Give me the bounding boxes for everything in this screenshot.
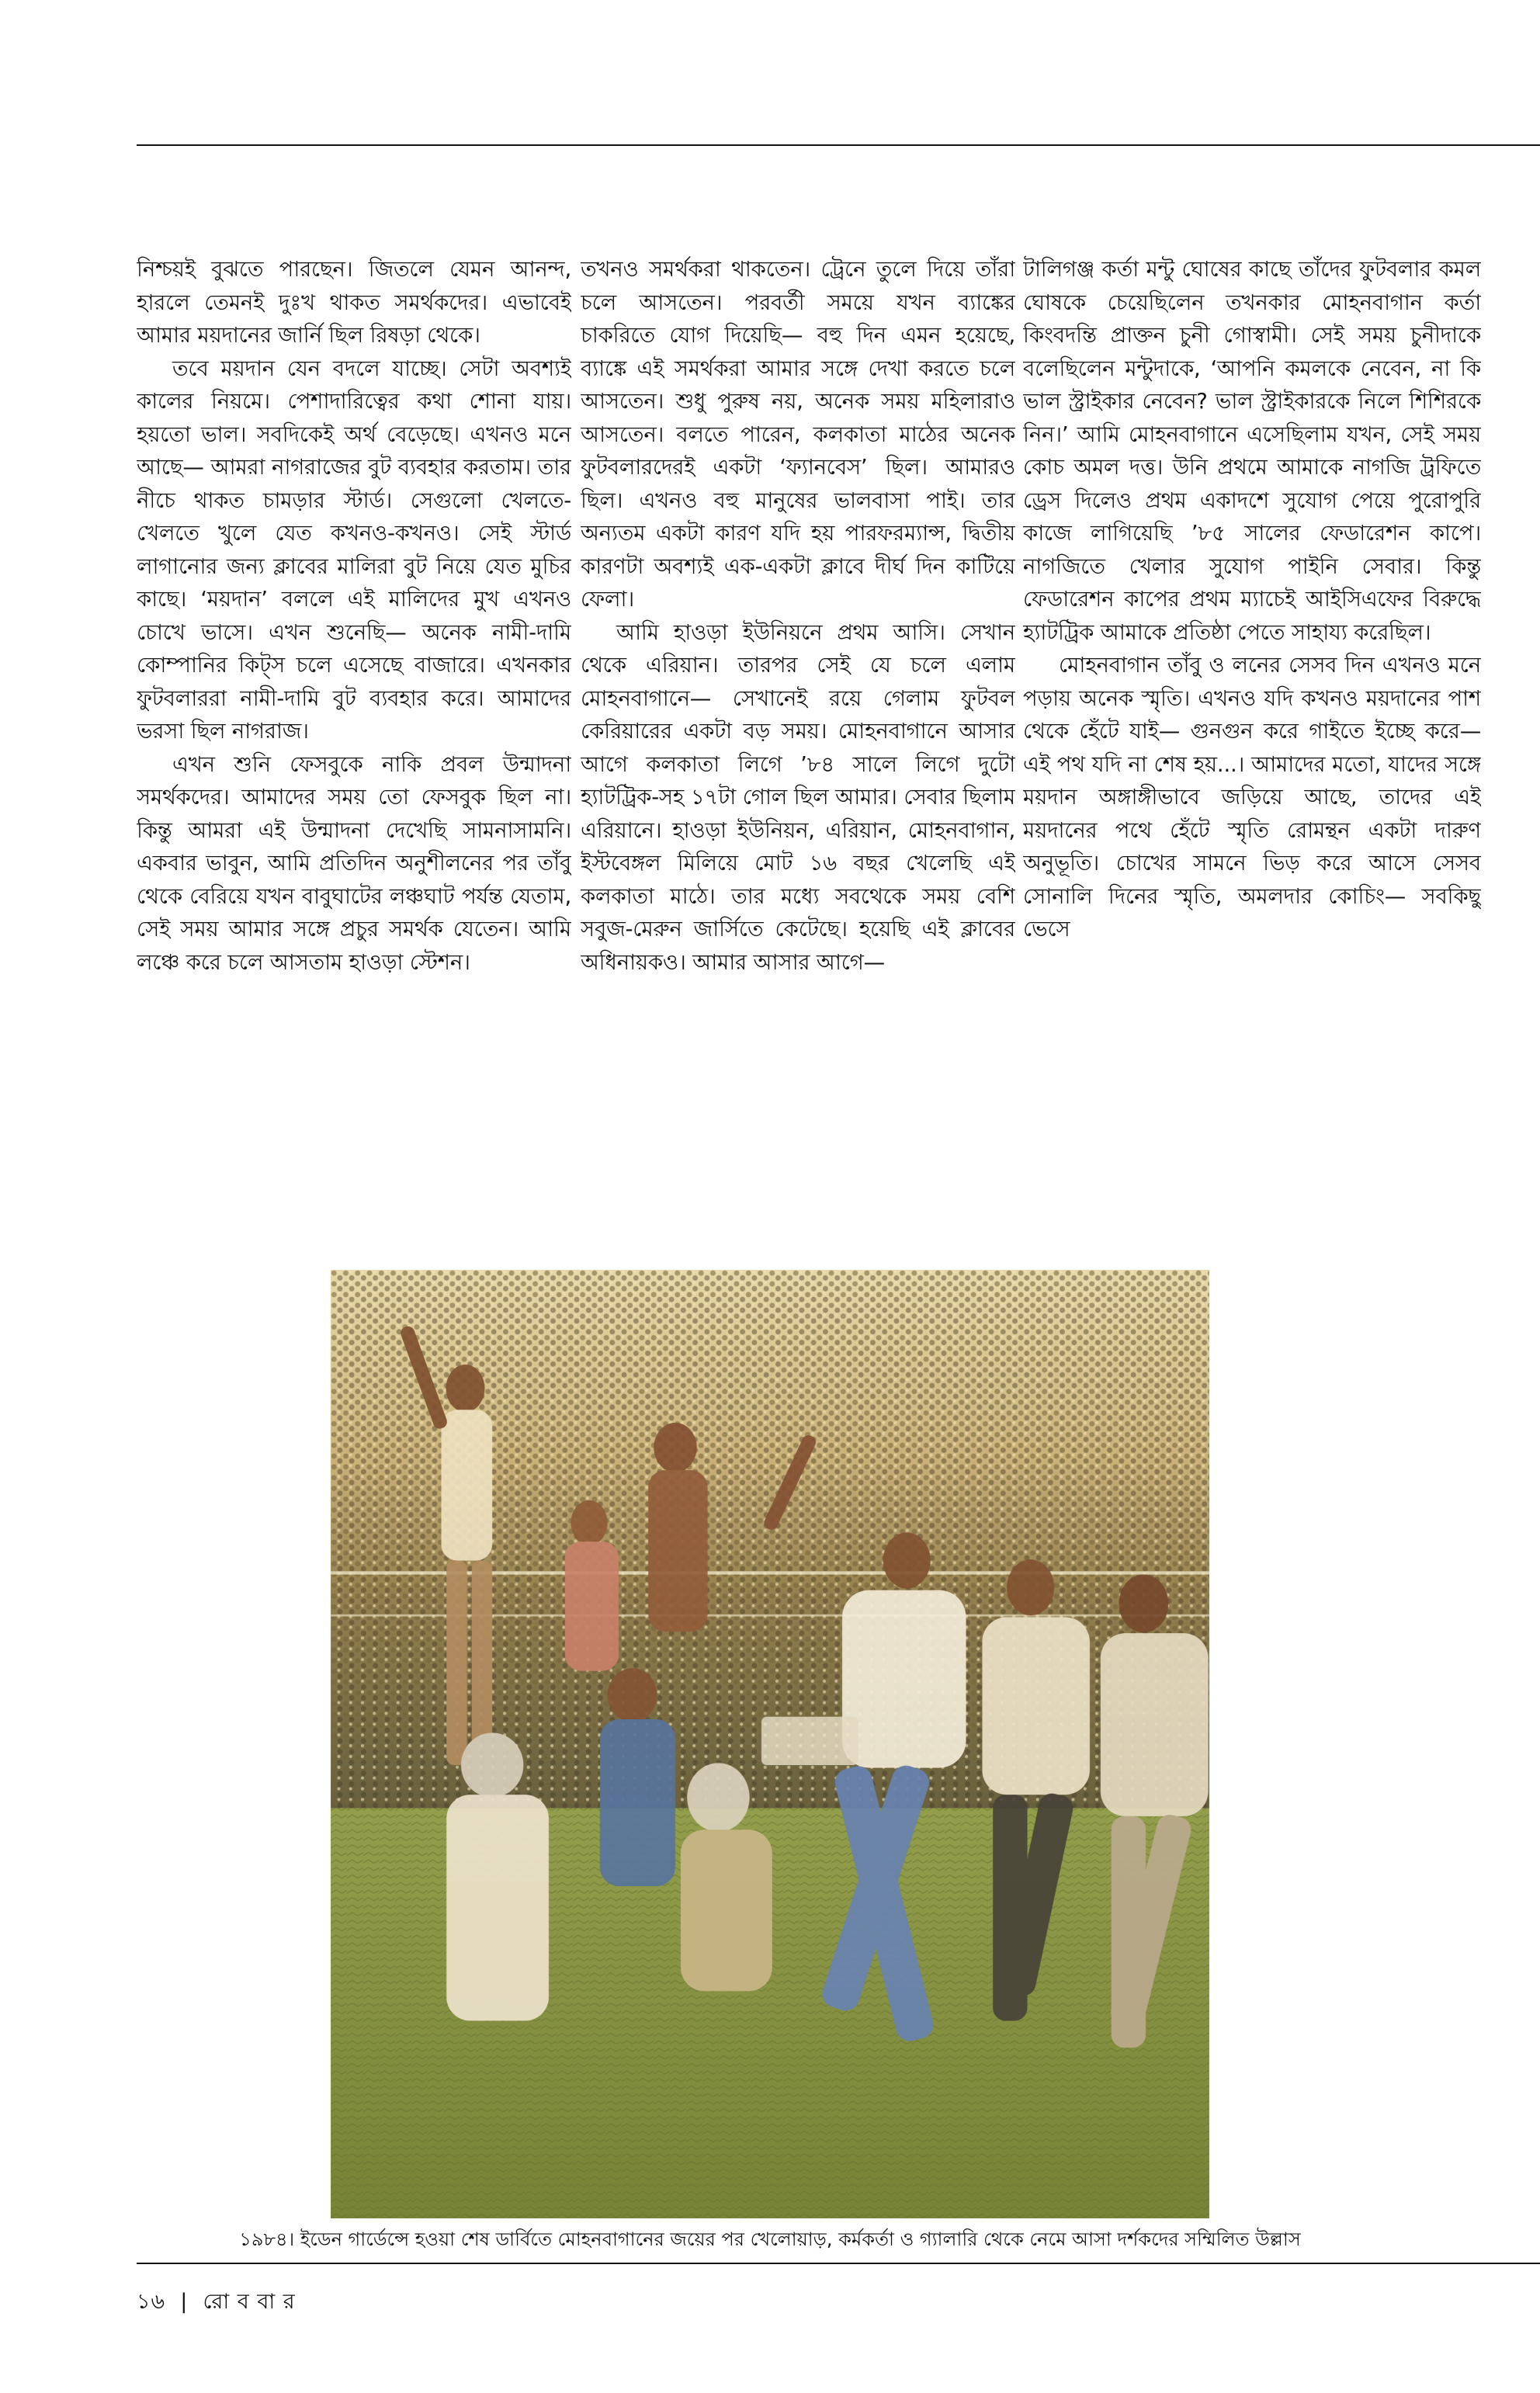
footer-rule (137, 2263, 1540, 2264)
paragraph: তখনও সমর্থকরা থাকতেন। ট্রেনে তুলে দিয়ে তাঁরা চলে আসতেন। পরবর্তী সময়ে যখন ব্যাঙ্কের চাকরিতে যোগ দিয়েছি— বহু দিন এমন হয়েছে, ব্যাঙ্কে এই সমর্থকরা আমার সঙ্গে দেখা করতে চলে আসতেন। শুধু পুরুষ নয়, অনেক সময় মহিলারাও আসতেন। বলতে পারেন, কলকাতা মাঠের অনেক ফুটবলারদেরই একটা ‘ফ্যানবেস’ ছিল। আমারও ছিল। এখনও বহু মানুষের ভালবাসা পাই। তার অন্যতম একটা কারণ যদি হয় পারফরম্যান্স, দ্বিতীয় কারণটা অবশ্যই এক-একটা ক্লাবে দীর্ঘ দিন কাটিয়ে ফেলা। (581, 257, 1015, 612)
page-footer (137, 2286, 296, 2321)
header-rule (137, 144, 1540, 146)
paragraph: তবে ময়দান যেন বদলে যাচ্ছে। সেটা অবশ্যই কালের নিয়মে। পেশাদারিত্বের কথা শোনা যায়। হয়তো ভাল। সবদিকেই অর্থ বেড়েছে। এখনও মনে আছে— আমরা নাগরাজের বুট ব্যবহার করতাম। তার নীচে থাকত চামড়ার স্টার্ড। সেগুলো খেলতে-খেলতে খুলে যেত কখনও-কখনও। সেই স্টার্ড লাগানোর জন্য ক্লাবের মালিরা বুট নিয়ে যেত মুচির কাছে। ‘ময়দান’ বললে এই মালিদের মুখ এখনও চোখে ভাসে। এখন শুনেছি— অনেক নামী-দামি কোম্পানির কিট্‌স চলে এসেছে বাজারে। এখনকার ফুটবলাররা নামী-দামি বুট ব্যবহার করে। আমাদের ভরসা ছিল নাগরাজ। (137, 355, 571, 744)
article-column-2 (581, 253, 1015, 1262)
article-column-3 (1023, 253, 1481, 1262)
page-number: ১৬ (137, 2290, 166, 2314)
paragraph: মোহনবাগান তাঁবু ও লনের সেসব দিন এখনও মনে পড়ায় অনেক স্মৃতি। এখনও যদি কখনও ময়দানের পাশ থেকে হেঁটে যাই— গুনগুন করে গাইতে ইচ্ছে করে— এই পথ যদি না শেষ হয়...। আমাদের মতো, যাদের সঙ্গে ময়দান অঙ্গাঙ্গীভাবে জড়িয়ে আছে, তাদের এই ময়দানের পথে হেঁটে স্মৃতি রোমন্থন একটা দারুণ অনুভূতি। চোখের সামনে ভিড় করে আসে সেসব সোনালি দিনের স্মৃতি, অমলদার কোচিং— সবকিছু ভেসে (1023, 653, 1481, 942)
photo-caption: ১৯৮৪। ইডেন গার্ডেন্সে হওয়া শেষ ডার্বিতে মোহনবাগানের জয়ের পর খেলোয়াড়, কর্মকর্তা ও গ্যালারি থেকে নেমে আসা দর্শকদের সম্মিলিত উল্লাস (239, 2228, 1301, 2250)
paragraph: আমি হাওড়া ইউনিয়নে প্রথম আসি। সেখান থেকে এরিয়ান। তারপর সেই যে চলে এলাম মোহনবাগানে— সেখানেই রয়ে গেলাম ফুটবল কেরিয়ারের একটা বড় সময়। মোহনবাগানে আসার আগে কলকাতা লিগে ’৮৪ সালে লিগে দুটো হ্যাটট্রিক-সহ ১৭টা গোল ছিল আমার। সেবার ছিলাম এরিয়ানে। হাওড়া ইউনিয়ন, এরিয়ান, মোহনবাগান, ইস্টবেঙ্গল মিলিয়ে মোট ১৬ বছর খেলেছি এই কলকাতা মাঠে। তার মধ্যে সবথেকে সময় বেশি সবুজ-মেরুন জার্সিতে কেটেছে। হয়েছি এই ক্লাবের অধিনায়কও। আমার আসার আগে— (581, 619, 1015, 975)
celebration-photo (137, 1270, 1403, 2218)
publication-name: রো ব বা র (203, 2290, 296, 2314)
footer-separator: | (172, 2290, 196, 2314)
paragraph: নিশ্চয়ই বুঝতে পারছেন। জিতলে যেমন আনন্দ, হারলে তেমনই দুঃখ থাকত সমর্থকদের। এভাবেই আমার ময়দানের জার্নি ছিল রিষড়া থেকে। (137, 257, 571, 348)
article-column-1 (137, 253, 571, 1262)
paragraph: টালিগঞ্জ কর্তা মন্টু ঘোষের কাছে তাঁদের ফুটবলার কমল ঘোষকে চেয়েছিলেন তখনকার মোহনবাগান কর্তা কিংবদন্তি প্রাক্তন চুনী গোস্বামী। সেই সময় চুনীদাকে বলেছিলেন মন্টুদাকে, ‘আপনি কমলকে নেবেন, না কি ভাল স্ট্রাইকার নেবেন? ভাল স্ট্রাইকারকে নিলে শিশিরকে নিন।’ আমি মোহনবাগানে এসেছিলাম যখন, সেই সময় কোচ অমল দত্ত। উনি প্রথমে আমাকে নাগজি ট্রফিতে ড্রেস দিলেও প্রথম একাদশে সুযোগ পেয়ে পুরোপুরি কাজে লাগিয়েছি ’৮৫ সালের ফেডারেশন কাপে। নাগজিতে খেলার সুযোগ পাইনি সেবার। কিন্তু ফেডারেশন কাপের প্রথম ম্যাচেই আইসিএফের বিরুদ্ধে হ্যাটট্রিক আমাকে প্রতিষ্ঠা পেতে সাহায্য করেছিল। (1023, 257, 1481, 645)
paragraph: এখন শুনি ফেসবুকে নাকি প্রবল উন্মাদনা সমর্থকদের। আমাদের সময় তো ফেসবুক ছিল না। কিন্তু আমরা এই উন্মাদনা দেখেছি সামনাসামনি। একবার ভাবুন, আমি প্রতিদিন অনুশীলনের পর তাঁবু থেকে বেরিয়ে যখন বাবুঘাটের লঞ্চঘাট পর্যন্ত যেতাম, সেই সময় আমার সঙ্গে প্রচুর সমর্থক যেতেন। আমি লঞ্চে করে চলে আসতাম হাওড়া স্টেশন। (137, 751, 571, 975)
